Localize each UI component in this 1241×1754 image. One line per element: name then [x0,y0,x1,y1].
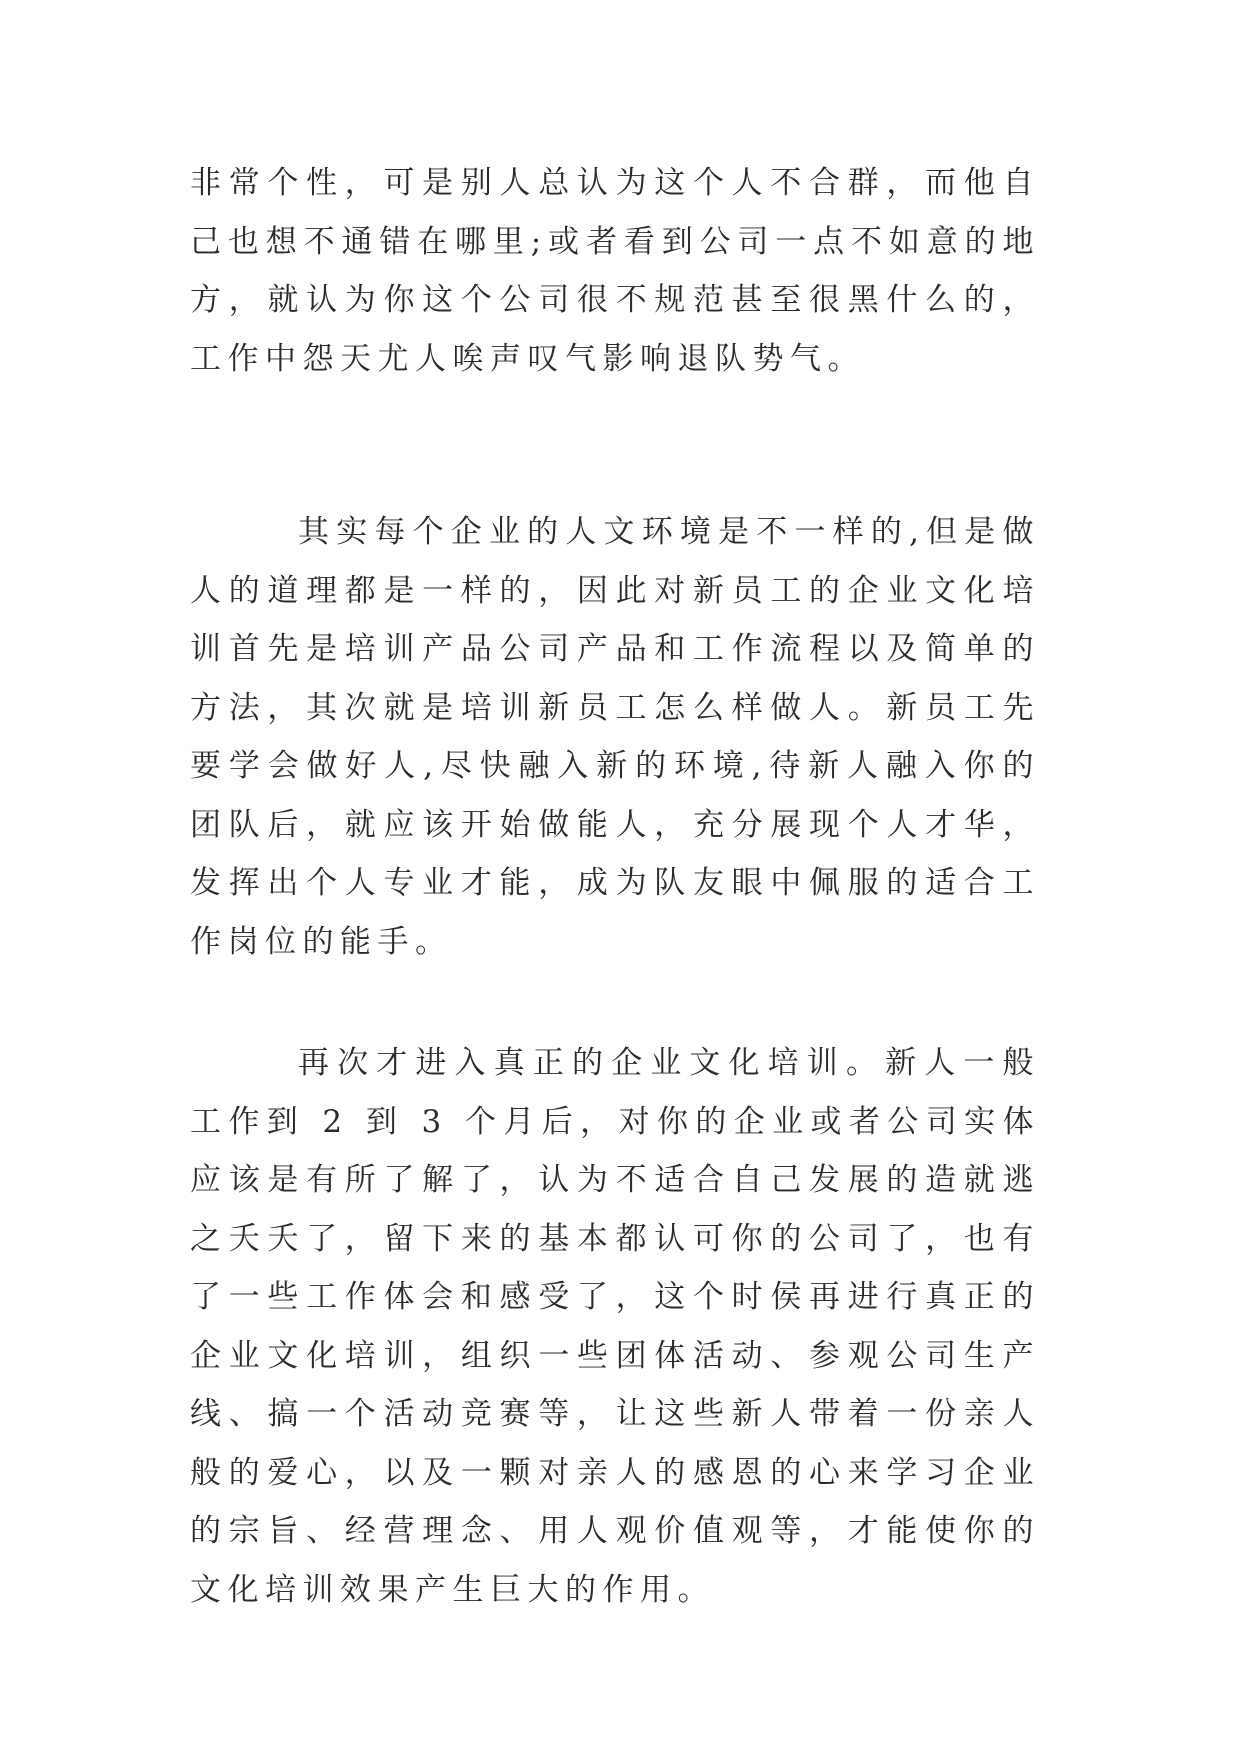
paragraph-3: 再次才进入真正的企业文化培训。新人一般工作到 2 到 3 个月后，对你的企业或者公司实体应该是有所了解了，认为不适合自己发展的造就逃之夭夭了，留下来的基本都认可你的公司了，也有了一些工作体会和感受了，这个时侯再进行真正的企业文化培训，组织一些团体活动、参观公司生产线、搞一个活动竞赛等，让这些新人带着一份亲人般的爱心，以及一颗对亲人的感恩的心来学习企业的宗旨、经营理念、用人观价值观等，才能使你的文化培训效果产生巨大的作用。 [190,1045,1040,1608]
paragraph-1: 非常个性，可是别人总认为这个人不合群，而他自己也想不通错在哪里;或者看到公司一点不如意的地方，就认为你这个公司很不规范甚至很黑什么的，工作中怨天尤人唉声叹气影响退队势气。 [190,165,1040,377]
paragraph-2: 其实每个企业的人文环境是不一样的,但是做人的道理都是一样的，因此对新员工的企业文化培训首先是培训产品公司产品和工作流程以及简单的方法，其次就是培训新员工怎么样做人。新员工先要学会做好人,尽快融入新的环境,待新人融入你的团队后，就应该开始做能人，充分展现个人才华，发挥出个人专业才能，成为队友眼中佩服的适合工作岗位的能手。 [190,514,1040,960]
